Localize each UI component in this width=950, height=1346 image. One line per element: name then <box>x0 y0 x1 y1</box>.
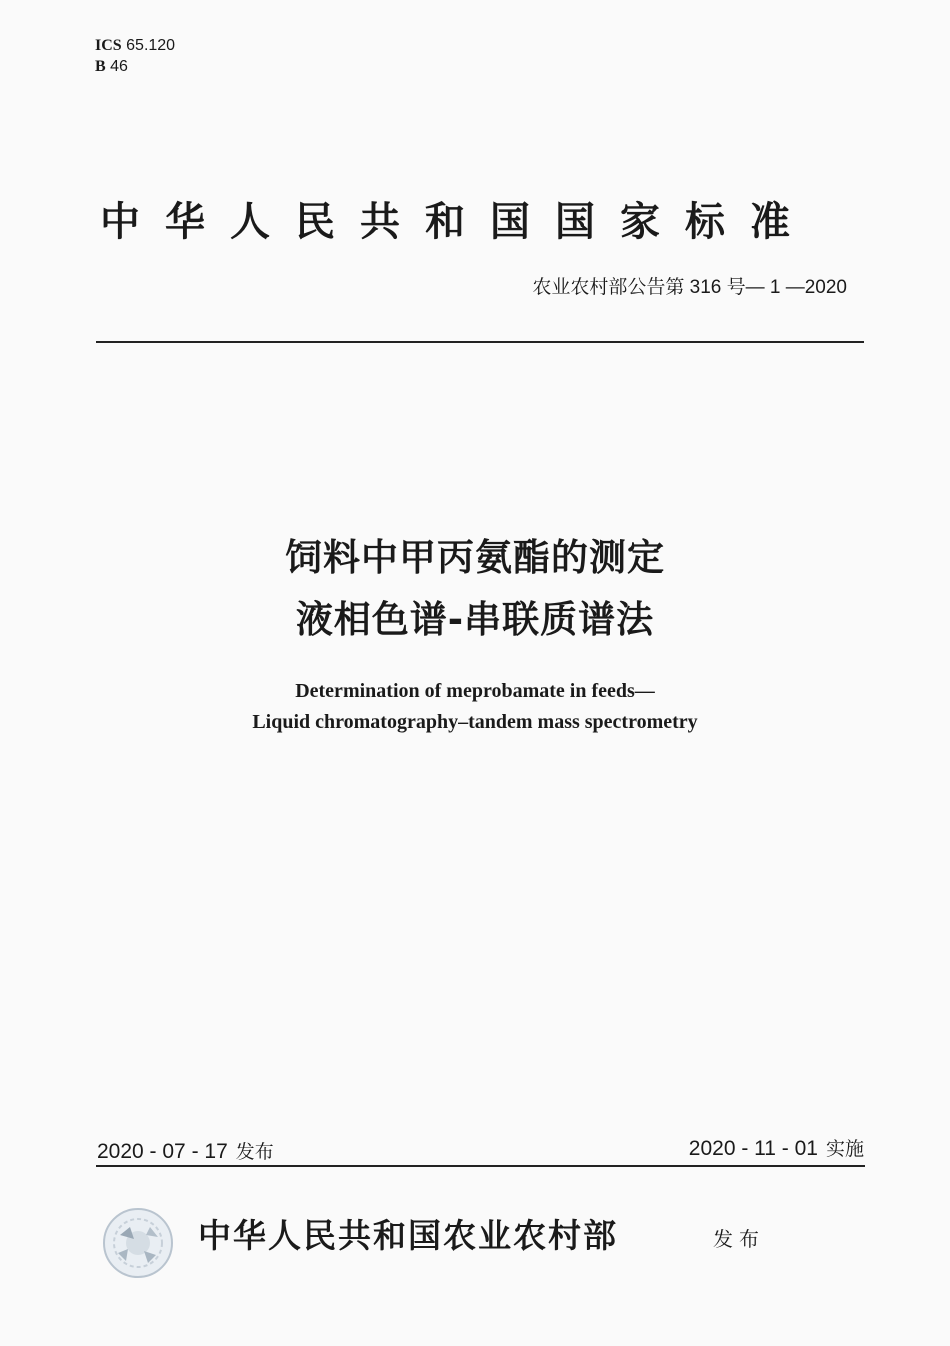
chinese-title-line-2: 液相色谱-串联质谱法 <box>295 598 655 641</box>
ministry-seal-icon <box>100 1205 176 1281</box>
standard-number: 农业农村部公告第 316 号— 1 —2020 <box>532 277 847 298</box>
bottom-divider <box>96 1165 865 1167</box>
ics-code: ICS 65.120 <box>95 37 176 54</box>
publisher-label: 发布 <box>713 1227 765 1251</box>
ccs-code: B 46 <box>95 58 128 75</box>
classification-codes <box>95 35 175 77</box>
national-standard-title: 中华人民共和国国家标准 <box>100 199 815 245</box>
english-title-line-1: Determination of meprobamate in feeds— <box>295 680 655 702</box>
top-divider <box>96 341 864 343</box>
english-title-line-2: Liquid chromatography–tandem mass spectrometry <box>252 711 698 733</box>
publisher-name: 中华人民共和国农业农村部 <box>198 1216 618 1255</box>
issue-date: 2020 - 07 - 17 发布 <box>97 1140 274 1163</box>
chinese-title-line-1: 饲料中甲丙氨酯的测定 <box>285 536 665 579</box>
implement-date: 2020 - 11 - 01 实施 <box>688 1137 864 1160</box>
